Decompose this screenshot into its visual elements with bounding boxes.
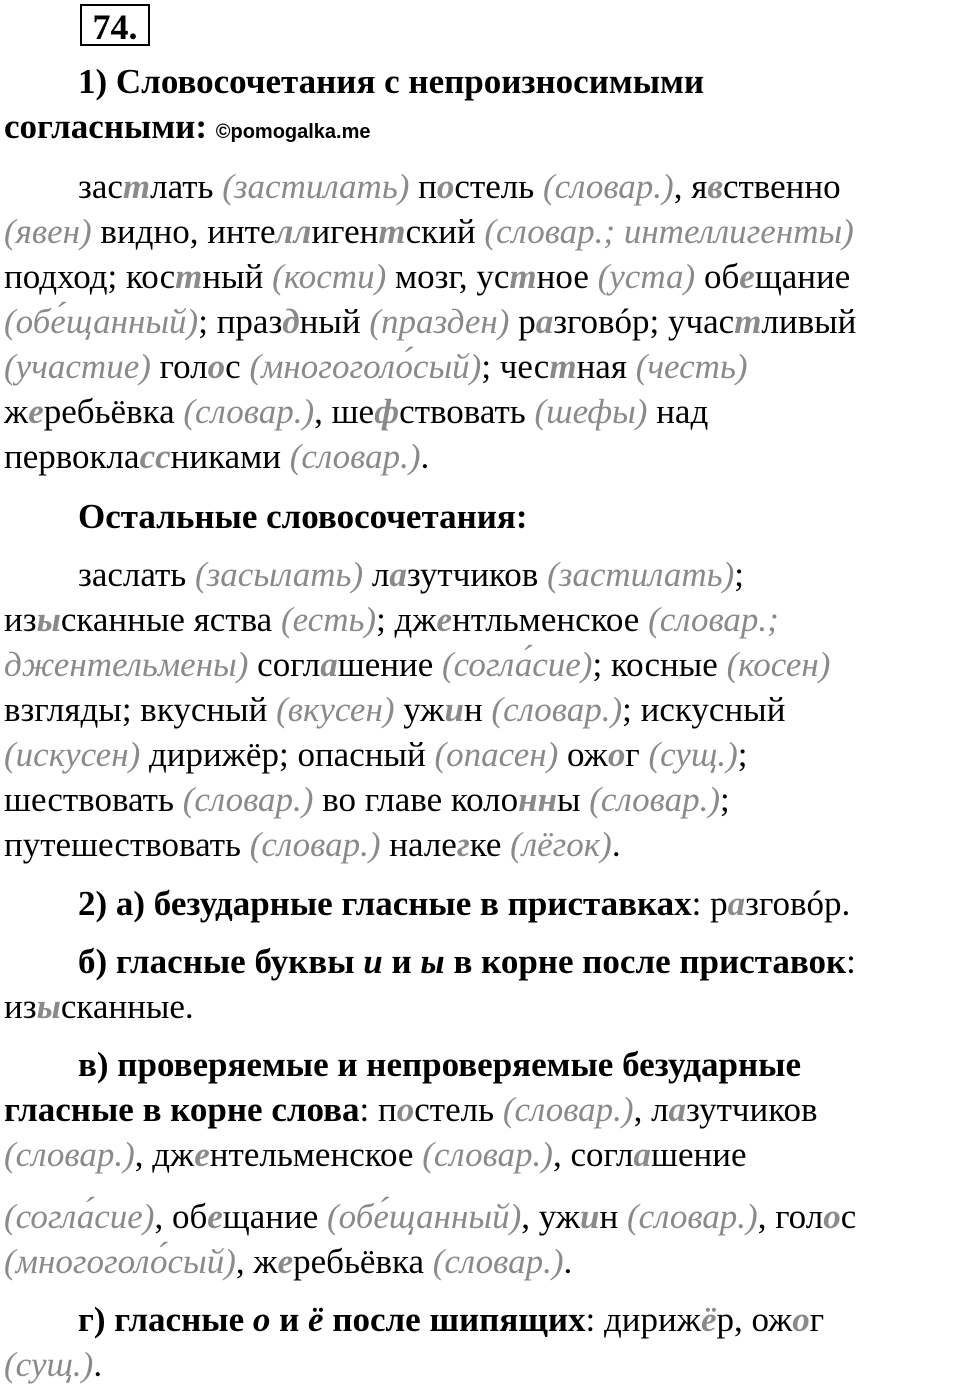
text-run: ; чес bbox=[481, 347, 550, 386]
text-run: над bbox=[647, 392, 709, 431]
highlight-letter: е bbox=[739, 257, 755, 296]
text-run: н bbox=[463, 690, 492, 729]
text-line bbox=[4, 688, 785, 732]
text-line bbox=[4, 255, 850, 299]
text-line bbox=[4, 210, 854, 254]
text-run: . bbox=[563, 1242, 573, 1281]
highlight-letter: о bbox=[823, 1197, 841, 1236]
highlight-letter: нн bbox=[518, 780, 558, 819]
text-run: дирижёр; опасный bbox=[140, 735, 435, 774]
gray-note: (словар.; интеллигенты) bbox=[484, 212, 854, 251]
text-line bbox=[4, 345, 748, 389]
gray-note: (словар.) bbox=[183, 392, 315, 431]
text-run: , дж bbox=[134, 1135, 195, 1174]
part2-v-line2 bbox=[4, 1088, 818, 1132]
text-run: . bbox=[420, 437, 430, 476]
text-run: зговóр; учас bbox=[553, 302, 735, 341]
text-line bbox=[4, 598, 779, 642]
gray-note: (многоголо́сый) bbox=[249, 347, 482, 386]
text-run: ы bbox=[557, 780, 590, 819]
gray-note: (лёгок) bbox=[510, 825, 612, 864]
text-run: нтельменское bbox=[209, 1135, 423, 1174]
text-run: зутчиков bbox=[406, 555, 548, 594]
text-run: зас bbox=[78, 167, 123, 206]
gray-note: (словар.) bbox=[4, 1135, 135, 1174]
highlight-letter: т bbox=[549, 347, 577, 386]
text-run: подход; кос bbox=[4, 257, 176, 296]
text-run: видно, инте bbox=[91, 212, 276, 251]
highlight-letter: т bbox=[175, 257, 203, 296]
text-run: л bbox=[363, 555, 390, 594]
text-run: ож bbox=[558, 735, 608, 774]
text-run: щание bbox=[222, 1197, 328, 1236]
gray-note: (словар.) bbox=[182, 780, 314, 819]
text-run: ; косные bbox=[592, 645, 727, 684]
text-line bbox=[4, 643, 830, 687]
text-run: ственно bbox=[722, 167, 841, 206]
text-run: ; праз bbox=[198, 302, 283, 341]
text-line bbox=[4, 435, 429, 479]
text-run: . bbox=[93, 1345, 103, 1384]
bold-italic-letter: ы bbox=[420, 942, 445, 981]
highlight-letter: е bbox=[277, 1242, 294, 1281]
text-run: уж bbox=[394, 690, 445, 729]
text-run: ; bbox=[737, 735, 748, 774]
highlight-letter: а bbox=[389, 555, 407, 594]
highlight-letter: а bbox=[320, 645, 338, 684]
text-run: ский bbox=[405, 212, 485, 251]
highlight-letter: и bbox=[579, 1197, 600, 1236]
gray-note: (словар.) bbox=[249, 825, 381, 864]
bold-run: г) гласные bbox=[78, 1300, 253, 1339]
bold-italic-letter: ё bbox=[308, 1300, 324, 1339]
highlight-letter: ё bbox=[700, 1300, 717, 1339]
highlight-letter: е bbox=[207, 1197, 223, 1236]
text-run: гол bbox=[150, 347, 208, 386]
gray-note: (обе́щанный) bbox=[4, 302, 199, 341]
text-run: , уж bbox=[521, 1197, 580, 1236]
highlight-letter: ы bbox=[36, 600, 61, 639]
highlight-letter: а bbox=[633, 1135, 652, 1174]
bold-italic-letter: о bbox=[252, 1300, 271, 1339]
text-run: нале bbox=[380, 825, 457, 864]
section1-heading-line2 bbox=[4, 105, 371, 154]
highlight-letter: т bbox=[734, 302, 762, 341]
gray-note: (словар.; bbox=[648, 600, 779, 639]
highlight-letter: о bbox=[792, 1300, 810, 1339]
highlight-letter: о bbox=[607, 735, 626, 774]
highlight-letter: ы bbox=[36, 987, 61, 1026]
text-line bbox=[78, 553, 744, 597]
text-run: ная bbox=[576, 347, 636, 386]
text-run: с bbox=[840, 1197, 857, 1236]
bold-run: и bbox=[270, 1300, 309, 1339]
highlight-letter: а bbox=[535, 302, 554, 341]
gray-note: джентельмены) bbox=[4, 645, 249, 684]
gray-note: (словар.) bbox=[432, 1242, 564, 1281]
gray-note: (искусен) bbox=[4, 735, 141, 774]
text-run: ; искусный bbox=[622, 690, 786, 729]
text-run: , л bbox=[633, 1090, 669, 1129]
bold-run: гласные в корне слова bbox=[4, 1090, 360, 1129]
highlight-letter: е bbox=[194, 1135, 210, 1174]
gray-note: (уста) bbox=[597, 257, 696, 296]
highlight-letter: г bbox=[456, 825, 470, 864]
bold-run: и bbox=[382, 942, 421, 981]
gray-note: (согла́сие) bbox=[442, 645, 593, 684]
highlight-letter: о bbox=[396, 1090, 415, 1129]
text-run: зутчиков bbox=[686, 1090, 818, 1129]
gray-note: (словар.) bbox=[626, 1197, 758, 1236]
highlight-letter: е bbox=[436, 600, 453, 639]
gray-note: (шефы) bbox=[534, 392, 648, 431]
text-line bbox=[4, 733, 748, 777]
text-run: , я bbox=[673, 167, 708, 206]
bold-run: в) проверяемые и непроверяемые безударные bbox=[78, 1045, 801, 1084]
gray-note: (словар.) bbox=[422, 1135, 553, 1174]
text-run: ствовать bbox=[399, 392, 535, 431]
text-run: иген bbox=[311, 212, 379, 251]
highlight-letter: сс bbox=[139, 437, 171, 476]
text-run: ное bbox=[536, 257, 598, 296]
text-run: ке bbox=[469, 825, 511, 864]
text-run: щание bbox=[754, 257, 851, 296]
gray-note: (честь) bbox=[635, 347, 748, 386]
text-run: мозг, ус bbox=[386, 257, 510, 296]
gray-note: (сущ.) bbox=[4, 1345, 94, 1384]
text-run: ; bbox=[720, 780, 730, 819]
text-run: , ше bbox=[314, 392, 375, 431]
text-run: никами bbox=[170, 437, 290, 476]
gray-note: (обе́щанный) bbox=[327, 1197, 522, 1236]
highlight-letter: а bbox=[727, 884, 746, 923]
gray-note: (словар.) bbox=[502, 1090, 634, 1129]
text-run: ; дж bbox=[376, 600, 437, 639]
part2-v-line5 bbox=[4, 1240, 572, 1284]
text-run: заслать bbox=[78, 555, 195, 594]
text-run: из bbox=[4, 987, 37, 1026]
part2-b-line2 bbox=[4, 985, 194, 1029]
text-run: : bbox=[846, 942, 856, 981]
text-run: ный bbox=[299, 302, 370, 341]
text-run: ный bbox=[202, 257, 273, 296]
text-run: взгляды; вкусный bbox=[4, 690, 277, 729]
highlight-letter: а bbox=[668, 1090, 687, 1129]
text-run: : дириж bbox=[585, 1300, 701, 1339]
highlight-letter: т bbox=[509, 257, 537, 296]
text-run: , ж bbox=[235, 1242, 278, 1281]
text-run: ж bbox=[4, 392, 29, 431]
text-line bbox=[78, 165, 841, 209]
task-number-box: 74. bbox=[80, 4, 150, 46]
gray-note: (опасен) bbox=[434, 735, 559, 774]
gray-note: (участие) bbox=[4, 347, 151, 386]
part2-v-line1 bbox=[78, 1043, 801, 1087]
part2-v-line4 bbox=[4, 1195, 856, 1239]
text-run: : п bbox=[359, 1090, 397, 1129]
watermark: ©pomogalka.me bbox=[215, 121, 371, 143]
bold-italic-letter: и bbox=[363, 942, 383, 981]
gray-note: (косен) bbox=[726, 645, 831, 684]
highlight-letter: и bbox=[444, 690, 464, 729]
gray-note: (явен) bbox=[4, 212, 92, 251]
text-run: ; bbox=[734, 555, 744, 594]
text-run: , об bbox=[154, 1197, 208, 1236]
part2-v-line3 bbox=[4, 1133, 747, 1177]
highlight-letter: о bbox=[207, 347, 226, 386]
text-run: первокла bbox=[4, 437, 140, 476]
section1-heading-line1: 1) Словосочетания с непроизносимыми bbox=[78, 62, 705, 101]
gray-note: (словар.) bbox=[542, 167, 674, 206]
text-run: об bbox=[695, 257, 740, 296]
gray-note: (сущ.) bbox=[648, 735, 738, 774]
gray-note: (есть) bbox=[280, 600, 377, 639]
text-run: лать bbox=[150, 167, 223, 206]
text-run: нтльменское bbox=[452, 600, 649, 639]
text-run: зговóр. bbox=[745, 884, 851, 923]
gray-note: (кости) bbox=[272, 257, 387, 296]
bold-run: б) гласные буквы bbox=[78, 942, 364, 981]
gray-note: (застилать) bbox=[547, 555, 735, 594]
text-line bbox=[4, 823, 621, 867]
text-run: ребьёвка bbox=[293, 1242, 433, 1281]
text-run: шение bbox=[337, 645, 442, 684]
bold-run: в корне после приставок bbox=[444, 942, 847, 981]
part2-b-line1 bbox=[78, 940, 856, 984]
text-run: путешествовать bbox=[4, 825, 250, 864]
gray-note: (засылать) bbox=[195, 555, 364, 594]
text-run: н bbox=[599, 1197, 627, 1236]
highlight-letter: лл bbox=[275, 212, 312, 251]
part2-a bbox=[78, 882, 850, 926]
text-run: ребьёвка bbox=[43, 392, 184, 431]
gray-note: (словар.) bbox=[289, 437, 421, 476]
section1-heading-text: согласными: bbox=[4, 107, 207, 146]
gray-note: (застилать) bbox=[222, 167, 410, 206]
text-run: п bbox=[409, 167, 437, 206]
gray-note: (празден) bbox=[369, 302, 510, 341]
highlight-letter: в bbox=[707, 167, 723, 206]
text-run: стель bbox=[414, 1090, 503, 1129]
bold-run: 2) а) безударные гласные в приставках bbox=[78, 884, 692, 923]
text-run: стель bbox=[454, 167, 543, 206]
text-run: , согл bbox=[552, 1135, 634, 1174]
gray-note: (согла́сие) bbox=[4, 1197, 155, 1236]
text-run: , гол bbox=[757, 1197, 824, 1236]
text-run: . bbox=[611, 825, 621, 864]
text-run: шествовать bbox=[4, 780, 183, 819]
gray-note: (словар.) bbox=[491, 690, 623, 729]
text-run: г bbox=[625, 735, 649, 774]
gray-note: (многоголо́сый) bbox=[4, 1242, 236, 1281]
part2-g-line2 bbox=[4, 1343, 102, 1387]
text-run: из bbox=[4, 600, 37, 639]
bold-run: после шипящих bbox=[323, 1300, 586, 1339]
text-run: с bbox=[225, 347, 250, 386]
text-line bbox=[4, 300, 856, 344]
text-line bbox=[4, 778, 730, 822]
gray-note: (вкусен) bbox=[276, 690, 395, 729]
text-run: сканные яства bbox=[60, 600, 281, 639]
section2-heading: Остальные словосочетания: bbox=[78, 497, 528, 536]
highlight-letter: т bbox=[122, 167, 151, 206]
text-run: сканные. bbox=[60, 987, 194, 1026]
text-run: г bbox=[809, 1300, 825, 1339]
text-run: во главе коло bbox=[313, 780, 519, 819]
text-run: р, ож bbox=[716, 1300, 793, 1339]
text-run: р bbox=[509, 302, 536, 341]
text-run: ливый bbox=[761, 302, 857, 341]
text-line bbox=[4, 390, 708, 434]
gray-note: (словар.) bbox=[589, 780, 721, 819]
part2-g-line1 bbox=[78, 1298, 824, 1342]
text-run: согл bbox=[248, 645, 321, 684]
highlight-letter: о bbox=[436, 167, 455, 206]
text-run: шение bbox=[651, 1135, 747, 1174]
highlight-letter: е bbox=[28, 392, 44, 431]
highlight-letter: т bbox=[378, 212, 406, 251]
text-run: : р bbox=[691, 884, 728, 923]
highlight-letter: д bbox=[282, 302, 300, 341]
highlight-letter: ф bbox=[374, 392, 400, 431]
